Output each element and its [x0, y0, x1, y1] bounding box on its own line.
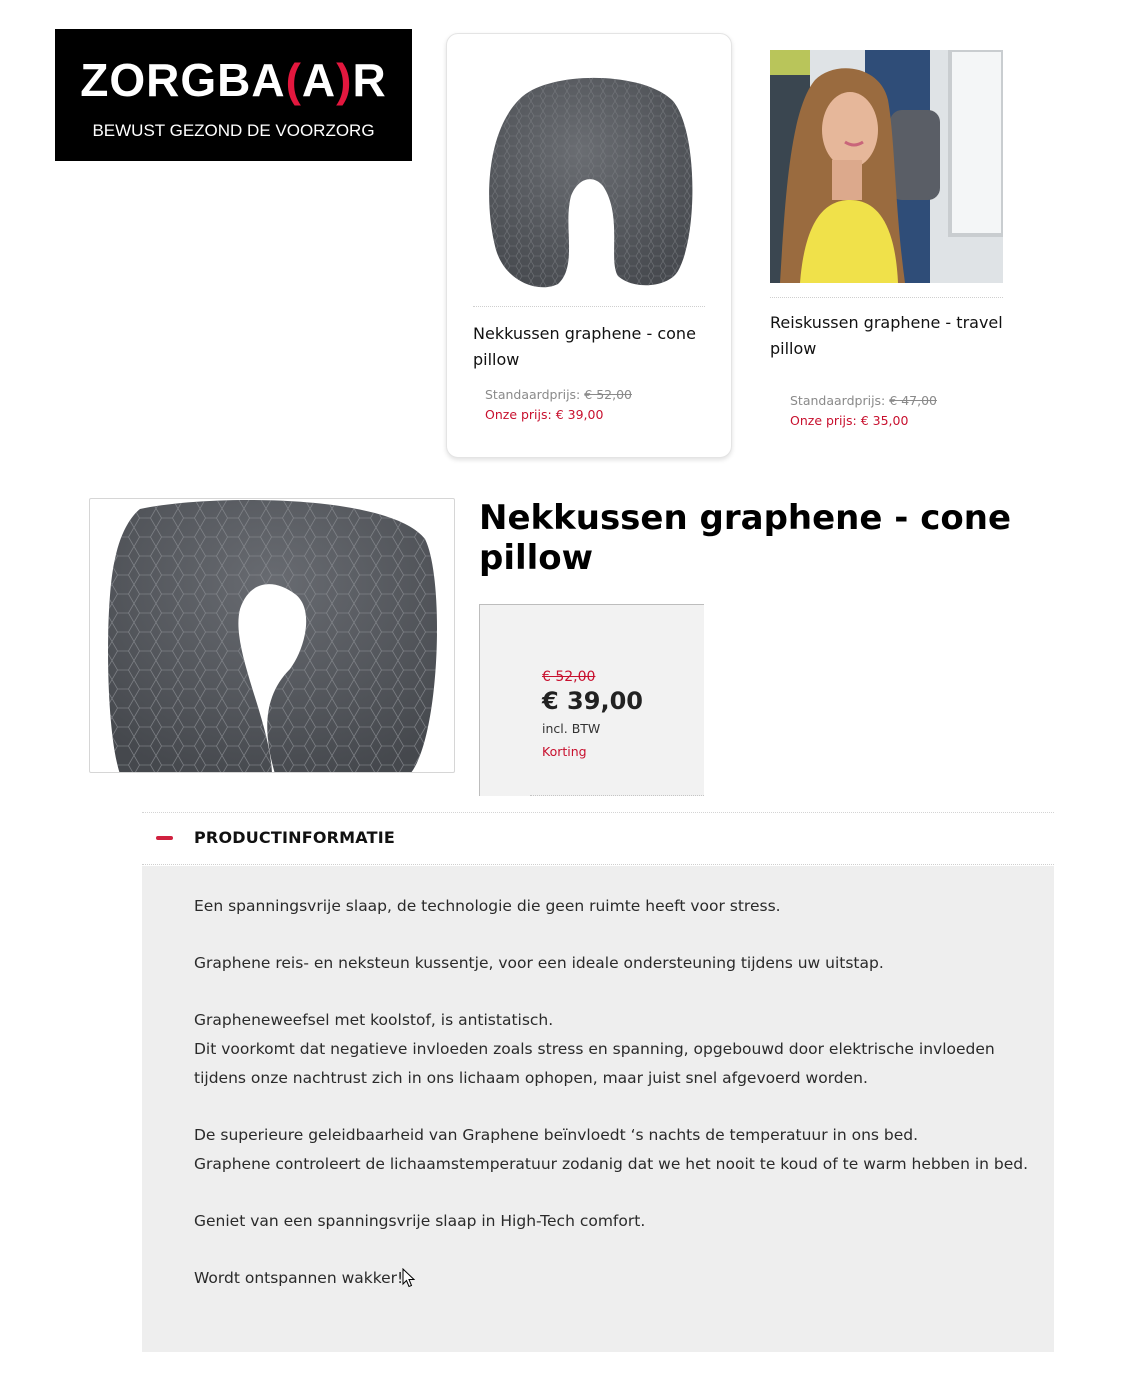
- description-paragraph: Graphene reis- en neksteun kussentje, voor een ideale ondersteuning tijdens uw uitstap.: [194, 954, 884, 972]
- product-main-image[interactable]: [89, 498, 455, 773]
- travel-pillow-thumbnail[interactable]: [770, 50, 1003, 283]
- current-price: € 39,00: [542, 687, 643, 715]
- description-paragraph: Geniet van een spanningsvrije slaap in High-Tech comfort.: [194, 1212, 646, 1230]
- our-price: € 35,00: [860, 413, 909, 428]
- logo-wordmark: ZORGBA(A)R: [80, 54, 387, 106]
- description-paragraph: Een spanningsvrije slaap, de technologie die geen ruimte heeft voor stress.: [194, 897, 781, 915]
- standard-price: € 47,00: [889, 393, 937, 408]
- logo-tagline: BEWUST GEZOND DE VOORZORG: [92, 121, 375, 140]
- collapse-minus-icon[interactable]: [156, 836, 173, 840]
- description-paragraph: Grapheneweefsel met koolstof, is antistatisch.: [194, 1011, 554, 1029]
- description-paragraph: Wordt ontspannen wakker!: [194, 1269, 404, 1287]
- product-link[interactable]: Nekkussen graphene - cone pillow: [473, 324, 696, 369]
- price-box-divider: [530, 795, 704, 796]
- discount-label: Korting: [542, 744, 587, 759]
- product-description: [194, 892, 1034, 1321]
- related-product-card[interactable]: [770, 50, 1003, 450]
- productinfo-content: [142, 866, 1054, 1352]
- card-divider: [770, 297, 1003, 298]
- zorgbaar-logo[interactable]: [55, 29, 412, 161]
- standard-price-label: Standaardprijs:: [485, 387, 581, 402]
- accordion-title: PRODUCTINFORMATIE: [194, 828, 396, 847]
- description-paragraph: Dit voorkomt dat negatieve invloeden zoals stress en spanning, opgebouwd door elektrische invloeden tijdens onze nachtrust zich in ons lichaam ophopen, maar juist snel afgevoerd worden.: [194, 1040, 995, 1087]
- mouse-cursor-icon: [402, 1268, 416, 1288]
- product-title: Nekkussen graphene - cone pillow: [479, 498, 1011, 578]
- productinfo-accordion-toggle[interactable]: [142, 813, 1054, 865]
- our-price-label: Onze prijs:: [485, 407, 552, 422]
- standard-price-label: Standaardprijs:: [790, 393, 886, 408]
- old-price: € 52,00: [542, 669, 596, 685]
- standard-price: € 52,00: [584, 387, 632, 402]
- card-divider: [473, 306, 705, 307]
- related-product-card[interactable]: [446, 33, 732, 458]
- our-price-label: Onze prijs:: [790, 413, 857, 428]
- vat-note: incl. BTW: [542, 721, 601, 736]
- card-prices: [790, 391, 937, 431]
- card-prices: [485, 385, 632, 425]
- description-paragraph: Graphene controleert de lichaamstemperatuur zodanig dat we het nooit te koud of te warm hebben in bed.: [194, 1155, 1029, 1173]
- product-link[interactable]: Reiskussen graphene - travel pillow: [770, 313, 1003, 358]
- neck-pillow-thumbnail[interactable]: [483, 66, 703, 291]
- price-box: [479, 604, 704, 796]
- description-paragraph: De superieure geleidbaarheid van Graphene beïnvloedt ‘s nachts de temperatuur in ons bed.: [194, 1126, 919, 1144]
- our-price: € 39,00: [555, 407, 604, 422]
